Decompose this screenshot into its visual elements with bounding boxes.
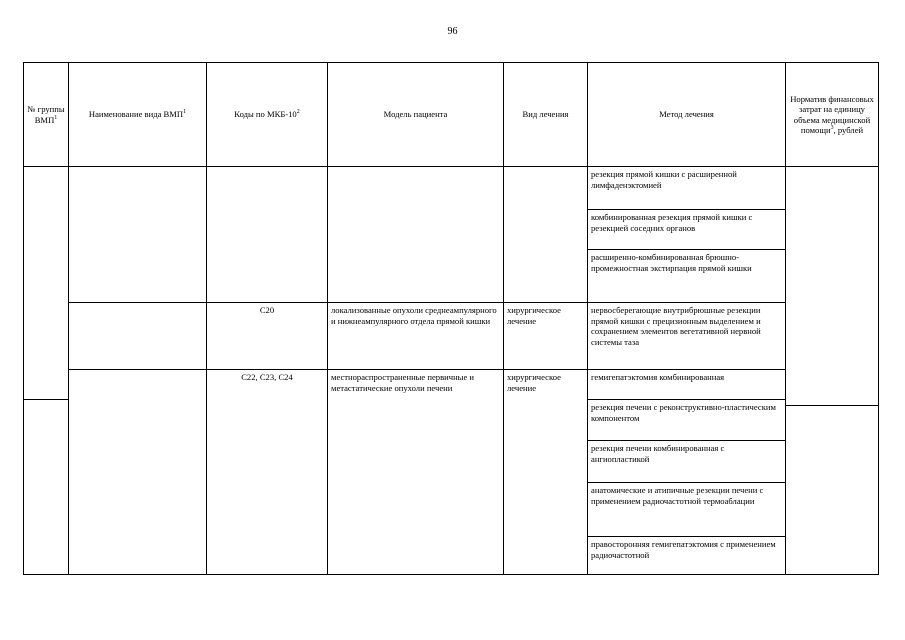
header-treatment-method: Метод лечения bbox=[588, 63, 786, 167]
page-number: 96 bbox=[447, 26, 458, 37]
method-cell: нервосберегающие внутрибрюшные резекции прямой кишки с прецизионным выделением и сохранением элементов вегетативной нервной системы таза bbox=[588, 303, 786, 370]
table-row bbox=[24, 167, 879, 210]
header-patient-model: Модель пациента bbox=[328, 63, 504, 167]
method-cell: правосторонняя гемигепатэктомия с применением радиочастотной bbox=[588, 537, 786, 575]
method-cell: резекция печени комбинированная с ангиопластикой bbox=[588, 441, 786, 483]
icd-codes-cell bbox=[207, 167, 328, 303]
patient-model-cell bbox=[328, 167, 504, 303]
treatment-type-cell: хирургическое лечение bbox=[504, 303, 588, 370]
header-group-no: № группы ВМП$^1$ bbox=[24, 63, 69, 167]
table-row bbox=[24, 370, 879, 400]
table-row bbox=[24, 303, 879, 370]
treatment-type-cell: хирургическое лечение bbox=[504, 370, 588, 575]
vmp-table bbox=[23, 62, 879, 575]
icd-codes-cell: С22, С23, С24 bbox=[207, 370, 328, 575]
vmp-name-cell bbox=[69, 370, 207, 575]
method-cell: анатомические и атипичные резекции печени с применением радиочастотной термоаблации bbox=[588, 483, 786, 537]
table-header-row bbox=[24, 63, 879, 167]
vmp-name-cell bbox=[69, 167, 207, 303]
financial-norm-cell bbox=[786, 167, 879, 575]
method-cell: комбинированная резекция прямой кишки с резекцией соседних органов bbox=[588, 210, 786, 250]
method-cell: резекция печени с реконструктивно-пластическим компонентом bbox=[588, 400, 786, 441]
patient-model-cell: локализованные опухоли среднеампулярного и нижнеампулярного отдела прямой кишки bbox=[328, 303, 504, 370]
method-cell: гемигепатэктомия комбинированная bbox=[588, 370, 786, 400]
icd-codes-cell: С20 bbox=[207, 303, 328, 370]
group-no-cell bbox=[24, 400, 69, 575]
vmp-name-cell bbox=[69, 303, 207, 370]
patient-model-cell: местнораспространенные первичные и метастатические опухоли печени bbox=[328, 370, 504, 575]
treatment-type-cell bbox=[504, 167, 588, 303]
method-cell: резекция прямой кишки с расширенной лимфаденэктомией bbox=[588, 167, 786, 210]
group-no-cell bbox=[24, 167, 69, 400]
header-icd-codes: Коды по МКБ-$10^2$ bbox=[207, 63, 328, 167]
header-treatment-type: Вид лечения bbox=[504, 63, 588, 167]
header-financial-norm: Норматив финансовых затрат на единицу объема медицинской помощи$^3$, рублей bbox=[786, 63, 879, 167]
header-vmp-name: Наименование вида ВМП$^1$ bbox=[69, 63, 207, 167]
method-cell: расширенно-комбинированная брюшно-промежностная экстирпация прямой кишки bbox=[588, 250, 786, 303]
